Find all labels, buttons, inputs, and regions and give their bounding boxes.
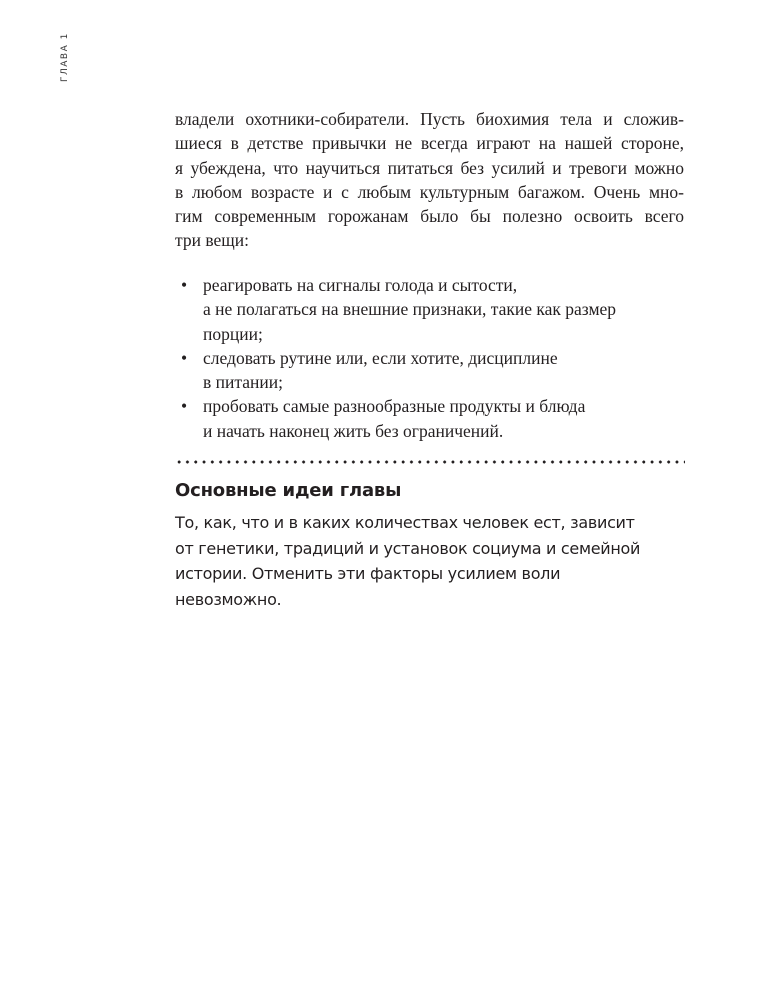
paragraph-line: владели охотники-собиратели. Пусть биохимия тела и сложив-	[175, 109, 684, 129]
summary-line: истории. Отменить эти факторы усилием воли	[175, 564, 561, 583]
list-item-line: в питании;	[203, 372, 283, 393]
summary-line: невозможно.	[175, 589, 282, 609]
paragraph-line: гим современным горожанам было бы полезно освоить всего	[175, 206, 684, 227]
summary-line: То, как, что и в каких количествах человек ест, зависит	[175, 513, 635, 532]
paragraph-line: я убеждена, что научиться питаться без усилий и тревоги можно	[175, 157, 684, 178]
list-item	[175, 394, 684, 443]
paragraph-line: шиеся в детстве привычки не всегда играют на нашей стороне,	[175, 133, 684, 154]
list-item-line: пробовать самые разнообразные продукты и блюда	[203, 396, 586, 417]
bullet-icon: •	[181, 396, 188, 417]
bullet-icon: •	[181, 275, 188, 295]
bullet-icon: •	[181, 347, 188, 368]
list-item-line: и начать наконец жить без ограничений.	[203, 420, 504, 441]
list-item-line: следовать рутине или, если хотите, дисциплине	[203, 347, 558, 368]
list-item	[175, 273, 684, 346]
list-item-line: реагировать на сигналы голода и сытости,	[203, 275, 518, 295]
list-item-line: а не полагаться на внешние признаки, такие как размер	[203, 299, 617, 320]
dotted-divider	[175, 460, 685, 464]
list-item	[175, 346, 684, 395]
bullet-list	[175, 273, 684, 443]
summary-line: от генетики, традиций и установок социума и семейной	[175, 538, 641, 558]
list-item-line: порции;	[203, 323, 263, 344]
body-paragraph	[175, 107, 684, 253]
summary-text	[175, 510, 640, 612]
paragraph-line: в любом возрасте и с любым культурным багажом. Очень мно-	[175, 181, 684, 202]
summary-heading: Основные идеи главы	[175, 480, 402, 501]
running-head: ГЛАВА 1	[60, 32, 70, 82]
paragraph-line: три вещи:	[175, 230, 249, 251]
